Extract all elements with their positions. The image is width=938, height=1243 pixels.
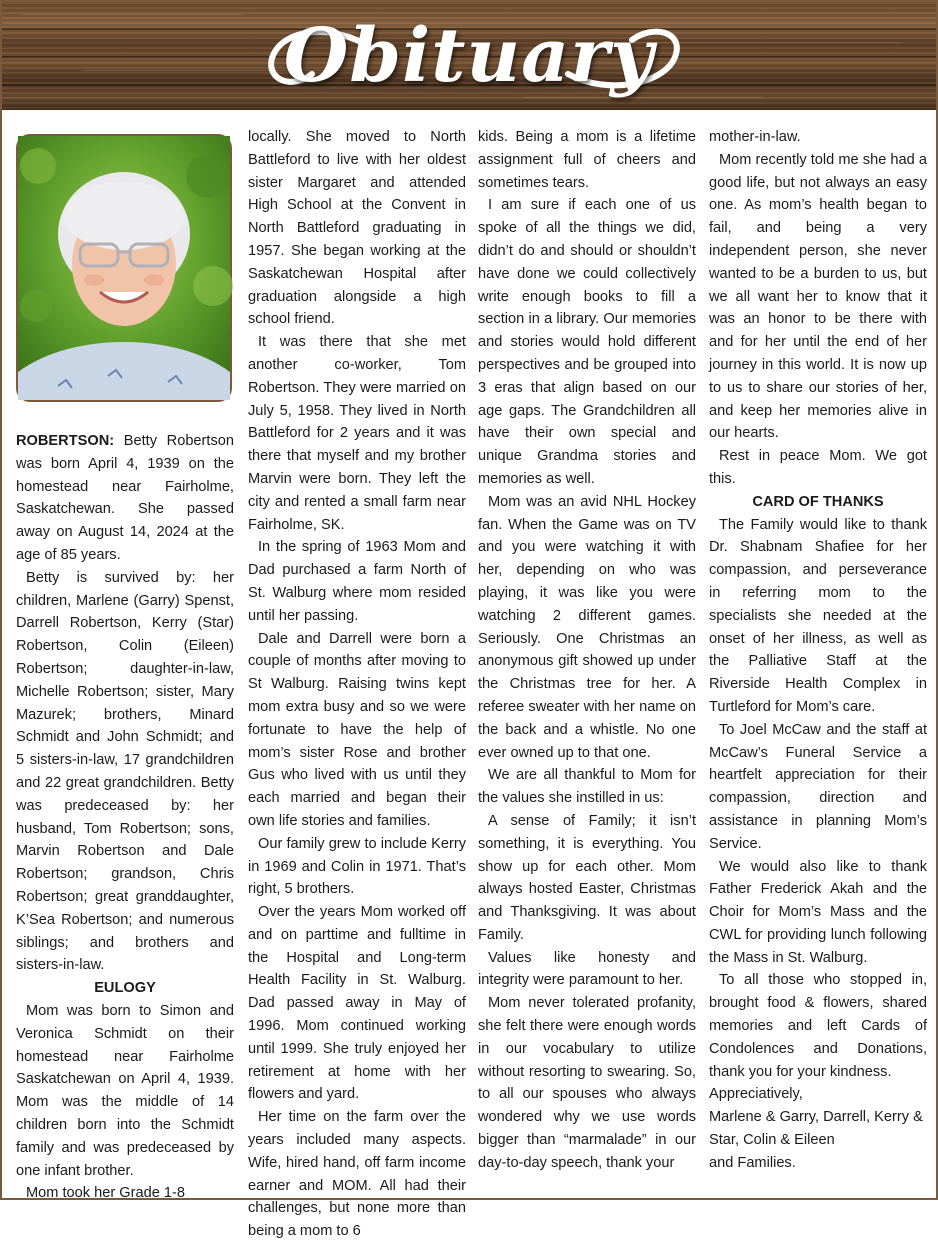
eulogy-paragraph: In the spring of 1963 Mom and Dad purchased a farm North of St. Walburg where mom resided until her passing. (248, 539, 466, 624)
survived-by-text: Betty is survived by: her children, Marlene (Garry) Spenst, Darrell Robertson, Kerry (Star) Robertson, Colin (Eileen) Robertson; daughter-in-law, Michelle Robertson; sister, Mary Mazurek; brothers, Minard Schmidt and John Schmidt; and 5 sisters-in-law, 17 grandchildren and 22 great grandchildren. Betty was predeceased by: her husband, Tom Robertson; sons, Marvin Robertson and Dale Robertson; grandson, Chris Robertson; great granddaughter, K’Sea Robertson; and numerous siblings; and brothers and sisters-in-law. (16, 569, 234, 974)
eulogy-heading: EULOGY (94, 980, 156, 997)
eulogy-paragraph: Dale and Darrell were born a couple of months after moving to St Walburg. Raising twins kept mom extra busy and so we were fortunate to have the help of mom’s sister Rose and brother Gus who lived with us until they each married and began their own life stories and families. (248, 630, 466, 829)
eulogy-paragraph: We are all thankful to Mom for the values she instilled in us: (478, 767, 696, 807)
column-1 (16, 124, 234, 1202)
eulogy-paragraph: Our family grew to include Kerry in 1969 and Colin in 1971. That’s right, 5 brothers. (248, 835, 466, 898)
eulogy-paragraph: Mom was an avid NHL Hockey fan. When the Game was on TV and you were watching it with her, depending on who was playing, it was like you were watching 2 different games. Seriously. One Christmas an anonymous gift showed up under the Christmas tree for her. A referee sweater with her name on the back and a whistle. No one ever owned up to that one. (478, 493, 696, 761)
eulogy-paragraph: Mom took her Grade 1-8 (26, 1185, 185, 1202)
column-2 (248, 126, 466, 1240)
eulogy-paragraph: Mom never tolerated profanity, she felt there were enough words in our vocabulary to utilize without resorting to swearing. So, to all our spouses who always wondered why we use words bigger than “marmalade” in our day-to-day speech, thank your (478, 995, 696, 1171)
intro-text: Betty Robertson was born April 4, 1939 on the homestead near Fairholme, Saskatchewan. She passed away on August 14, 2024 at the age of 85 years. (16, 433, 234, 563)
page-title: Obituary (283, 13, 655, 99)
column-4 (709, 126, 927, 1192)
signature-line: Marlene & Garry, Darrell, Kerry & Star, Colin & Eileen (709, 1109, 923, 1149)
eulogy-paragraph: Values like honesty and integrity were paramount to her. (478, 949, 696, 989)
signature-line: Appreciatively, (709, 1086, 803, 1103)
eulogy-paragraph: kids. Being a mom is a lifetime assignment full of cheers and sometimes tears. (478, 129, 696, 191)
thanks-paragraph: To Joel McCaw and the staff at McCaw’s Funeral Service a heartfelt appreciation for their compassion, direction and assistance in planning Mom’s Service. (709, 721, 927, 852)
thanks-paragraph: We would also like to thank Father Frederick Akah and the Choir for Mom’s Mass and the CWL for providing lunch following the Mass in St. Walburg. (709, 858, 927, 966)
eulogy-paragraph: A sense of Family; it isn’t something, it is everything. You show up for each other. Mom always hosted Easter, Christmas and Thanksgiving. It was about Family. (478, 812, 696, 943)
eulogy-paragraph: Her time on the farm over the years included many aspects. Wife, hired hand, off farm income earner and MOM. All had their challenges, but none more than being a mom to 6 (248, 1109, 466, 1240)
signature-line: and Families. (709, 1154, 796, 1171)
thanks-paragraph: The Family would like to thank Dr. Shabnam Shafiee for her compassion, and perseverance in referring mom to the specialists she needed at the onset of her illness, as well as the Palliative Staff at the Riverside Health Complex in Turtleford for Mom’s care. (709, 516, 927, 715)
eulogy-paragraph: Over the years Mom worked off and on parttime and fulltime in the Hospital and Long-term Health Facility in St. Walburg. Dad passed away in May of 1996. Mom continued working until 1999. She truly enjoyed her retirement at home with her flowers and yard. (248, 904, 466, 1103)
eulogy-paragraph: mother-in-law. (709, 129, 801, 145)
eulogy-paragraph: Mom recently told me she had a good life, but not always an easy one. As mom’s health began to fail, and being a very independent person, she never wanted to be a burden to us, but we all want her to know that it was an honor to be there with and for her until the end of her journey in this world. It is now up to us to share our stories of her, and keep her memories alive in our hearts. (709, 151, 927, 442)
deceased-surname: ROBERTSON: (16, 433, 115, 449)
wood-banner (2, 2, 936, 110)
portrait-photo (16, 134, 232, 402)
eulogy-paragraph: locally. She moved to North Battleford to live with her oldest sister Margaret and attended High School at the Convent in North Battleford graduating in 1957. She began working at the Saskatchewan Hospital after graduation alongside a high school friend. (248, 129, 466, 328)
card-of-thanks-heading: CARD OF THANKS (752, 493, 884, 510)
eulogy-paragraph: I am sure if each one of us spoke of all the things we did, didn’t do and should or shouldn’t have done we could collectively write enough books to fill a section in a library. Our memories and stories would hold different perspectives and be grouped into 3 eras that align based on our age gaps. The Grandchildren all have their own special and unique Grandma stories and memories as well. (478, 197, 696, 487)
portrait-icon (18, 136, 230, 400)
thanks-paragraph: To all those who stopped in, brought food & flowers, shared memories and left Cards of Condolences and Donations, thank you for your kindness. (709, 972, 927, 1080)
eulogy-paragraph: Mom was born to Simon and Veronica Schmidt on their homestead near Fairholme Saskatchewan on April 4, 1939. Mom was the middle of 14 children born into the Schmidt family and was predeceased by one infant brother. (16, 1002, 234, 1179)
column-3 (478, 126, 696, 1192)
eulogy-paragraph: It was there that she met another co-worker, Tom Robertson. They were married on July 5, 1958. They lived in North Battleford for 2 years and it was there that myself and my brother Marvin were born. They left the city and rented a small farm near Fairholme, SK. (248, 334, 466, 533)
eulogy-paragraph: Rest in peace Mom. We got this. (709, 448, 927, 487)
